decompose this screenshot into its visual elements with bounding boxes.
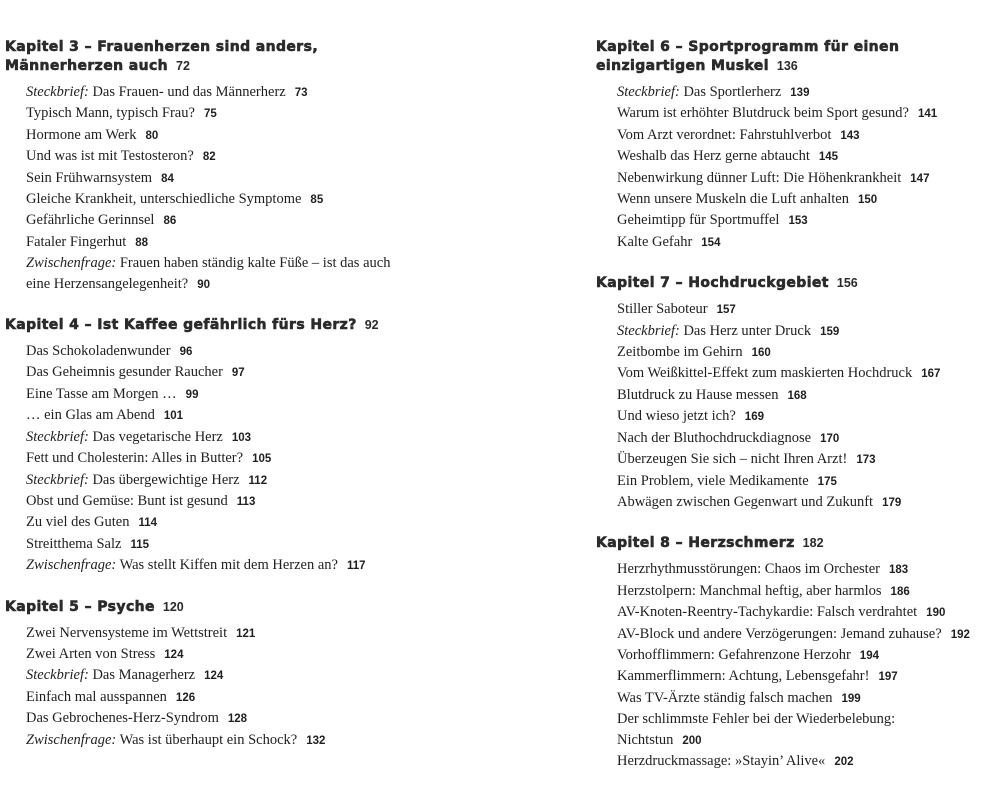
toc-entry	[617, 103, 998, 124]
entry-title: Streitthema Salz	[26, 535, 122, 552]
toc-entry	[617, 82, 998, 103]
entry-page-number: 168	[787, 389, 807, 402]
toc-entry	[617, 342, 998, 363]
entry-title: Frauen haben ständig kalte Füße – ist das auch	[116, 255, 391, 272]
toc-entry	[617, 125, 998, 146]
entry-label: Steckbrief:	[26, 471, 89, 488]
left-column	[5, 36, 445, 770]
toc-entry	[26, 274, 445, 295]
toc-entry	[26, 405, 445, 426]
toc-entry	[617, 709, 998, 729]
entry-title: Stiller Saboteur	[617, 301, 708, 318]
entry-title: Zwei Nervensysteme im Wettstreit	[26, 624, 228, 641]
chapter-title-line1: Kapitel 7 – Hochdruckgebiet	[596, 275, 829, 292]
entry-page-number: 197	[878, 671, 898, 684]
toc-entry	[617, 645, 998, 666]
toc-entry	[617, 210, 998, 231]
toc-entry	[26, 708, 445, 729]
entry-title: Kammerflimmern: Achtung, Lebensgefahr!	[617, 668, 870, 685]
chapter-heading	[596, 272, 998, 293]
entry-page-number: 200	[682, 734, 702, 747]
entry-page-number: 103	[231, 431, 252, 444]
chapter-section	[5, 314, 445, 576]
toc-entry	[617, 299, 998, 320]
entry-label: Zwischenfrage:	[26, 557, 117, 574]
entry-title: Was TV-Ärzte ständig falsch machen	[617, 689, 833, 706]
entry-page-number: 75	[203, 108, 217, 121]
entry-page-number: 128	[227, 713, 248, 726]
entry-page-number: 167	[921, 368, 941, 381]
entry-title: Fataler Fingerhut	[26, 233, 127, 250]
chapter-entry-list	[596, 299, 998, 513]
entry-page-number: 99	[185, 388, 199, 401]
chapter-page-number: 136	[776, 59, 798, 73]
chapter-entry-list	[596, 82, 998, 253]
entry-page-number: 121	[236, 627, 256, 640]
toc-entry	[617, 492, 998, 513]
entry-title: Herzdruckmassage: »Stayin’ Alive«	[617, 752, 826, 769]
toc-entry	[26, 341, 445, 362]
toc-entry	[26, 168, 445, 189]
toc-entry	[26, 687, 445, 708]
entry-title: Was stellt Kiffen mit dem Herzen an?	[116, 557, 338, 574]
entry-page-number: 199	[841, 692, 861, 705]
entry-title: Das Frauen- und das Männerherz	[88, 84, 286, 100]
entry-title: Das Schokoladenwunder	[26, 343, 171, 360]
chapter-page-number: 72	[176, 59, 190, 73]
toc-entry	[26, 730, 445, 751]
toc-entry	[617, 581, 998, 602]
entry-title: Herzrhythmusstörungen: Chaos im Orchester	[617, 561, 880, 578]
entry-page-number: 153	[788, 215, 808, 228]
entry-title: Blutdruck zu Hause messen	[617, 386, 779, 403]
entry-page-number: 96	[179, 346, 193, 359]
toc-entry	[617, 168, 998, 189]
toc-entry	[26, 253, 445, 273]
chapter-title-line2: einzigartigen Muskel	[596, 58, 769, 74]
entry-page-number: 124	[164, 648, 184, 661]
chapter-section	[596, 272, 998, 513]
chapter-entry-list	[5, 623, 445, 751]
entry-title: Das übergewichtige Herz	[88, 471, 240, 488]
chapter-heading	[5, 36, 445, 76]
entry-title: Wenn unsere Muskeln die Luft anhalten	[617, 191, 849, 208]
entry-page-number: 141	[918, 108, 938, 121]
entry-page-number: 190	[926, 607, 946, 620]
toc-entry	[26, 232, 445, 253]
entry-label: Zwischenfrage:	[26, 255, 117, 272]
toc-entry	[26, 427, 445, 448]
toc-entry	[26, 125, 445, 146]
toc-entry	[617, 471, 998, 492]
chapter-title-line1: Kapitel 4 – Ist Kaffee gefährlich fürs Herz?	[5, 317, 357, 334]
entry-page-number: 114	[138, 517, 158, 530]
entry-label: Steckbrief:	[26, 84, 89, 100]
chapter-title-line2: Männerherzen auch	[5, 58, 169, 74]
entry-title: Eine Tasse am Morgen …	[26, 385, 177, 402]
entry-title: Abwägen zwischen Gegenwart und Zukunft	[617, 493, 874, 510]
chapter-title-line1: Kapitel 6 – Sportprogramm für einen	[596, 39, 900, 55]
entry-title: Das Managerherz	[88, 667, 196, 684]
entry-page-number: 154	[701, 236, 721, 249]
toc-entry	[26, 189, 445, 210]
toc-entry	[26, 534, 445, 555]
entry-title: Kalte Gefahr	[617, 233, 693, 250]
toc-entry	[26, 384, 445, 405]
entry-title: Nebenwirkung dünner Luft: Die Höhenkrankheit	[617, 169, 902, 186]
entry-title: Typisch Mann, typisch Frau?	[26, 105, 195, 122]
entry-page-number: 145	[818, 151, 839, 164]
toc-entry	[617, 559, 998, 580]
chapter-title-line1: Kapitel 8 – Herzschmerz	[596, 535, 795, 552]
chapter-title-line1: Kapitel 3 – Frauenherzen sind anders,	[5, 39, 319, 55]
entry-title: Und was ist mit Testosteron?	[26, 148, 194, 165]
entry-page-number: 194	[859, 649, 879, 662]
entry-page-number: 159	[820, 325, 840, 338]
entry-title: Sein Frühwarnsystem	[26, 169, 153, 186]
entry-title: Nach der Bluthochdruckdiagnose	[617, 429, 812, 446]
entry-page-number: 157	[716, 304, 736, 317]
chapter-page-number: 156	[836, 276, 858, 291]
entry-title: AV-Knoten-Reentry-Tachykardie: Falsch verdrahtet	[617, 604, 918, 621]
chapter-entry-list	[5, 82, 445, 295]
entry-page-number: 126	[175, 691, 196, 704]
entry-label: Zwischenfrage:	[26, 731, 117, 748]
chapter-section	[596, 532, 998, 772]
toc-entry	[26, 103, 445, 124]
chapter-page-number: 182	[802, 536, 824, 551]
toc-entry	[617, 146, 998, 167]
entry-page-number: 117	[347, 560, 366, 573]
entry-title: Und wieso jetzt ich?	[617, 408, 736, 425]
entry-title: Das Gebrochenes-Herz-Syndrom	[26, 710, 219, 727]
toc-entry	[617, 406, 998, 427]
toc-entry	[617, 624, 998, 645]
entry-page-number: 179	[882, 496, 902, 509]
entry-title: Hormone am Werk	[26, 126, 137, 143]
toc-entry	[26, 512, 445, 533]
entry-page-number: 124	[204, 670, 224, 683]
entry-label: Steckbrief:	[26, 667, 89, 684]
entry-page-number: 202	[834, 755, 854, 768]
entry-page-number: 80	[145, 129, 159, 142]
entry-title: Überzeugen Sie sich – nicht Ihren Arzt!	[617, 451, 848, 468]
entry-title: Vorhofflimmern: Gefahrenzone Herzohr	[617, 646, 851, 663]
right-column	[596, 36, 998, 791]
toc-entry	[617, 666, 998, 687]
toc-entry	[617, 751, 998, 772]
entry-title: Weshalb das Herz gerne abtaucht	[617, 148, 810, 165]
entry-page-number: 90	[197, 278, 211, 291]
entry-title: eine Herzensangelegenheit?	[26, 275, 189, 292]
entry-page-number: 147	[910, 172, 930, 185]
toc-entry	[617, 449, 998, 470]
entry-title: Ein Problem, viele Medikamente	[617, 472, 809, 489]
chapter-page-number: 120	[162, 599, 184, 614]
entry-title: Vom Arzt verordnet: Fahrstuhlverbot	[617, 126, 832, 143]
chapter-section	[5, 36, 445, 295]
entry-page-number: 139	[790, 87, 810, 99]
entry-title: Warum ist erhöhter Blutdruck beim Sport gesund?	[617, 105, 909, 122]
entry-title: Das vegetarische Herz	[88, 428, 223, 445]
entry-page-number: 85	[310, 194, 324, 207]
entry-page-number: 150	[857, 194, 878, 207]
chapter-section	[596, 36, 998, 253]
entry-page-number: 86	[163, 215, 177, 228]
toc-entry	[617, 688, 998, 709]
entry-page-number: 169	[744, 411, 764, 424]
entry-title: Zu viel des Guten	[26, 514, 130, 531]
toc-entry	[26, 623, 445, 644]
entry-title: Einfach mal ausspannen	[26, 688, 167, 705]
toc-entry	[26, 491, 445, 512]
entry-page-number: 175	[817, 475, 837, 488]
toc-entry	[617, 602, 998, 623]
toc-entry	[26, 210, 445, 231]
entry-page-number: 97	[231, 367, 245, 380]
entry-page-number: 173	[856, 454, 876, 467]
toc-entry	[26, 82, 445, 103]
entry-title: Das Herz unter Druck	[679, 322, 812, 339]
toc-entry	[26, 362, 445, 383]
entry-page-number: 160	[751, 347, 771, 360]
entry-page-number: 183	[888, 564, 909, 577]
chapter-heading	[5, 314, 445, 335]
chapter-heading	[596, 36, 998, 76]
chapter-heading	[5, 596, 445, 617]
entry-page-number: 73	[294, 87, 308, 99]
toc-entry	[617, 363, 998, 384]
entry-page-number: 82	[202, 151, 216, 164]
entry-page-number: 113	[236, 495, 256, 508]
entry-title: Geheimtipp für Sportmuffel	[617, 212, 780, 229]
chapter-section	[5, 596, 445, 751]
entry-label: Steckbrief:	[617, 322, 680, 339]
entry-page-number: 132	[306, 734, 326, 747]
entry-title: Das Sportlerherz	[679, 84, 782, 100]
entry-page-number: 186	[890, 585, 910, 598]
entry-label: Steckbrief:	[617, 84, 680, 100]
entry-page-number: 143	[840, 129, 860, 142]
chapter-page-number: 92	[364, 318, 379, 333]
chapter-heading	[596, 532, 998, 553]
toc-entry	[617, 385, 998, 406]
toc-entry	[26, 448, 445, 469]
toc-entry	[26, 555, 445, 576]
toc-entry	[617, 321, 998, 342]
entry-title: Zeitbombe im Gehirn	[617, 344, 743, 361]
entry-title: Das Geheimnis gesunder Raucher	[26, 364, 223, 381]
toc-entry	[617, 232, 998, 253]
entry-title: Der schlimmste Fehler bei der Wiederbelebung:	[617, 711, 896, 728]
entry-page-number: 112	[248, 474, 268, 487]
toc-entry	[617, 428, 998, 449]
toc-entry	[26, 644, 445, 665]
entry-label: Steckbrief:	[26, 428, 89, 445]
chapter-title-line1: Kapitel 5 – Psyche	[5, 598, 155, 615]
entry-title: … ein Glas am Abend	[26, 407, 155, 424]
chapter-entry-list	[596, 559, 998, 772]
entry-title: Nichtstun	[617, 731, 674, 748]
entry-title: Herzstolpern: Manchmal heftig, aber harmlos	[617, 582, 882, 599]
toc-entry	[26, 470, 445, 491]
chapter-entry-list	[5, 341, 445, 576]
entry-title: Vom Weißkittel-Effekt zum maskierten Hochdruck	[617, 365, 913, 382]
toc-entry	[26, 146, 445, 167]
entry-page-number: 101	[163, 410, 184, 423]
entry-page-number: 88	[135, 236, 149, 249]
entry-title: Was ist überhaupt ein Schock?	[116, 731, 298, 748]
toc-entry	[617, 189, 998, 210]
entry-title: AV-Block und andere Verzögerungen: Jemand zuhause?	[617, 625, 942, 642]
entry-title: Gleiche Krankheit, unterschiedliche Symptome	[26, 191, 302, 208]
toc-entry	[26, 665, 445, 686]
entry-page-number: 192	[950, 628, 970, 641]
entry-page-number: 84	[161, 172, 174, 185]
entry-title: Zwei Arten von Stress	[26, 645, 156, 662]
entry-page-number: 105	[252, 453, 272, 466]
entry-title: Fett und Cholesterin: Alles in Butter?	[26, 450, 244, 467]
entry-page-number: 115	[130, 538, 149, 551]
entry-title: Gefährliche Gerinnsel	[26, 212, 155, 229]
toc-entry	[617, 730, 998, 751]
entry-page-number: 170	[820, 432, 840, 445]
entry-title: Obst und Gemüse: Bunt ist gesund	[26, 492, 228, 509]
